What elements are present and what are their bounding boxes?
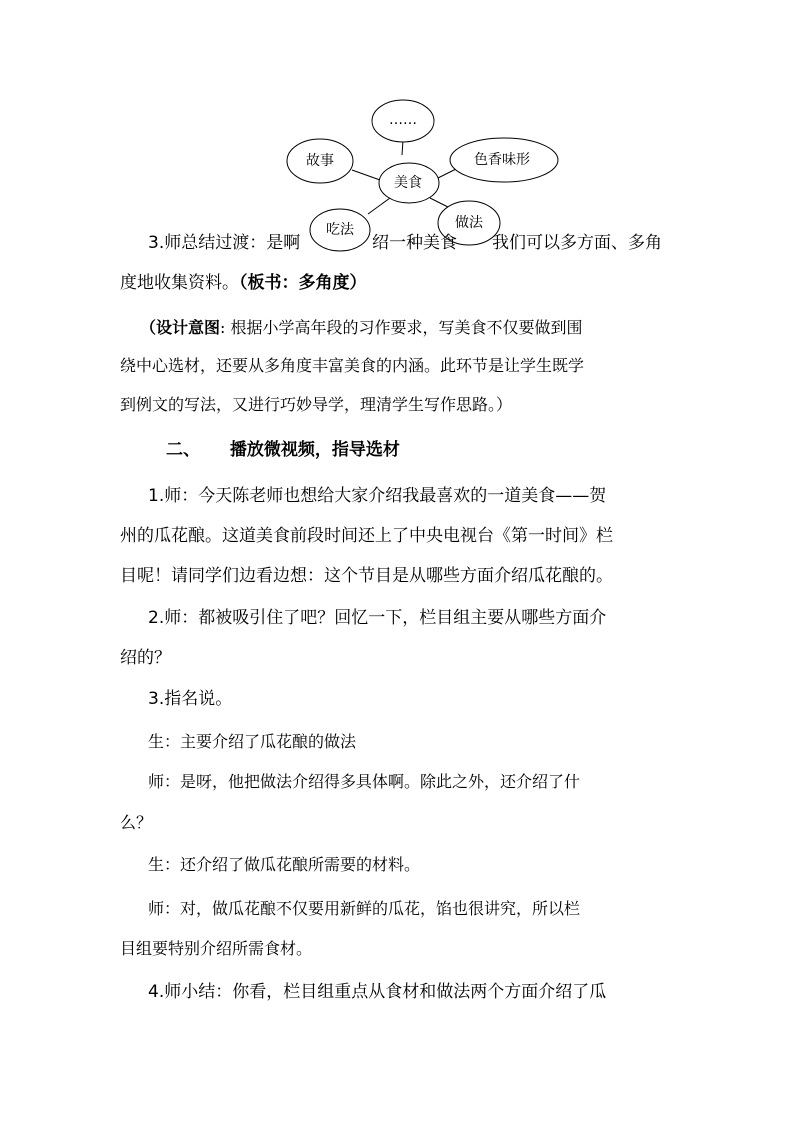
section-two-heading: [166, 438, 400, 462]
connector-bottom-left: [368, 198, 390, 214]
mind-map-lines: [0, 0, 794, 260]
paragraph-1-line-3: 目呢！请同学们边看边想：这个节目是从哪些方面介绍瓜花酿的。: [120, 566, 613, 586]
dialogue-teacher-1-line-2: 么？: [120, 813, 153, 832]
dialogue-teacher-2-line-1: 师：对，做瓜花酿不仅要用新鲜的瓜花，馅也很讲究，所以栏: [148, 899, 581, 918]
bubble-bottom-left-label: 吃法: [326, 222, 354, 238]
paragraph-4-line-1: 4.师小结：你看，栏目组重点从食材和做法两个方面介绍了瓜: [148, 982, 607, 1002]
summary-line-2: [120, 271, 367, 295]
paragraph-1-line-1: 1.师：今天陈老师也想给大家介绍我最喜欢的一道美食——贺: [148, 486, 607, 506]
paragraph-2-line-1: 2.师：都被吸引住了吧？回忆一下，栏目组主要从哪些方面介: [148, 608, 607, 628]
board-note: （板书：多角度）: [239, 273, 367, 293]
connector-left: [352, 170, 380, 180]
bubble-bottom-right-label: 做法: [455, 215, 483, 231]
dialogue-teacher-2-line-2: 目组要特别介绍所需食材。: [120, 939, 313, 958]
section-two-number: 二、: [166, 440, 200, 460]
design-intent-label: （设计意图: [140, 318, 221, 337]
design-intent-line-1: [140, 316, 583, 340]
bubble-left-label: 故事: [306, 153, 334, 169]
section-two-title: 播放微视频，指导选材: [229, 440, 400, 460]
design-intent-line-1-text: : 根据小学高年段的习作要求，写美食不仅要做到围: [220, 318, 583, 337]
paragraph-1-line-2: 州的瓜花酿。这道美食前段时间还上了中央电视台《第一时间》栏: [120, 526, 613, 546]
dialogue-student-2: 生：还介绍了做瓜花酿所需要的材料。: [148, 855, 421, 874]
paragraph-2-line-2: 绍的？: [120, 648, 171, 668]
bubble-top-label: ……: [389, 112, 417, 128]
summary-line-2-text: 度地收集资料。: [120, 273, 239, 293]
dialogue-student-1: 生：主要介绍了瓜花酿的做法: [148, 732, 357, 751]
summary-line-1-part-c: 我们可以多方面、多角: [492, 233, 662, 253]
summary-line-1-mid: [372, 231, 457, 255]
design-intent-line-2: 绕中心选材，还要从多角度丰富美食的内涵。此环节是让学生既学: [120, 356, 585, 375]
bubble-right-label: 色香味形: [474, 152, 530, 168]
paragraph-3-line-1: 3.指名说。: [148, 689, 233, 709]
dialogue-teacher-1-line-1: 师：是呀，他把做法介绍得多具体啊。除此之外，还介绍了什: [148, 772, 581, 791]
mind-map-diagram: [0, 0, 794, 260]
summary-line-1-end: [492, 231, 662, 255]
bubble-center-label: 美食: [394, 175, 422, 191]
summary-line-1-part-b: 绍一种美食: [372, 233, 457, 253]
design-intent-line-3: 到例文的写法，又进行巧妙导学，理清学生写作思路。）: [120, 395, 513, 414]
connector-bottom-right: [430, 198, 450, 208]
summary-line-1: [148, 231, 300, 255]
summary-line-1-part-a: 3.师总结过渡：是啊: [148, 233, 301, 253]
